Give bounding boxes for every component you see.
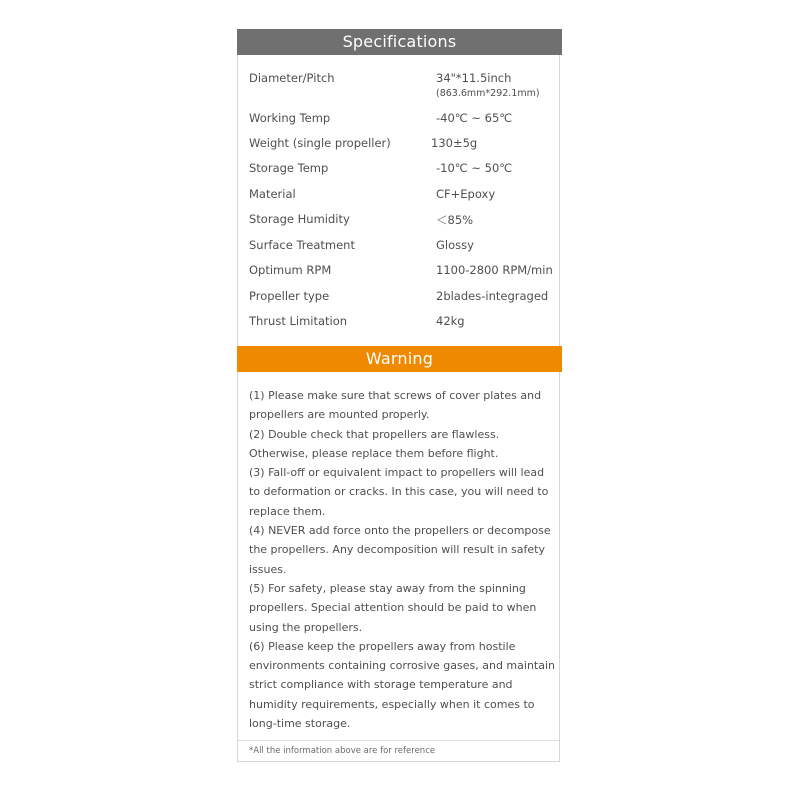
warning-item: (1) Please make sure that screws of cover plates and propellers are mounted properly.	[249, 389, 542, 422]
spec-value: -40℃ ~ 65℃	[436, 111, 513, 125]
spec-label: Storage Humidity	[249, 212, 350, 226]
spec-label: Propeller type	[249, 289, 330, 303]
spec-value: Glossy	[436, 238, 474, 252]
footer-divider	[238, 740, 559, 741]
warning-item: (4) NEVER add force onto the propellers or decompose the propellers. Any decomposition will result in safety issues.	[249, 524, 551, 576]
spec-value-sub: (863.6mm*292.1mm)	[436, 88, 540, 99]
spec-value	[436, 71, 540, 99]
warning-item: (3) Fall-off or equivalent impact to propellers will lead to deformation or cracks. In this case, you will need to replace them.	[249, 466, 549, 518]
spec-label: Thrust Limitation	[249, 314, 348, 328]
spec-value: -10℃ ~ 50℃	[436, 161, 513, 175]
product-info-card	[237, 29, 560, 762]
warning-item: (2) Double check that propellers are flawless. Otherwise, please replace them before flight.	[249, 427, 500, 460]
warning-item: (5) For safety, please stay away from the spinning propellers. Special attention should be paid to when using the propellers.	[249, 581, 537, 634]
spec-value: 2blades-integraged	[436, 289, 549, 303]
spec-value: 42kg	[436, 314, 465, 328]
spec-label: Working Temp	[249, 111, 331, 125]
reference-footnote: *All the information above are for reference	[249, 746, 436, 756]
warning-item: (6) Please keep the propellers away from hostile environments containing corrosive gases, and maintain strict compliance with storage temperature and humidity requirements, especially when it comes to long-time storage.	[249, 639, 556, 731]
spec-value: 130±5g	[431, 136, 478, 150]
warning-list	[249, 386, 557, 733]
spec-label: Weight (single propeller)	[249, 136, 391, 150]
specifications-header: Specifications	[237, 29, 562, 55]
spec-value: ＜85%	[436, 213, 474, 227]
spec-label: Diameter/Pitch	[249, 71, 335, 85]
spec-value: CF+Epoxy	[436, 187, 496, 201]
spec-label: Storage Temp	[249, 161, 329, 175]
spec-label: Optimum RPM	[249, 263, 332, 277]
spec-label: Material	[249, 187, 296, 201]
spec-value: 1100-2800 RPM/min	[436, 263, 553, 277]
spec-value-main: 34"*11.5inch	[436, 71, 512, 85]
spec-label: Surface Treatment	[249, 238, 355, 252]
warning-header: Warning	[237, 346, 562, 372]
